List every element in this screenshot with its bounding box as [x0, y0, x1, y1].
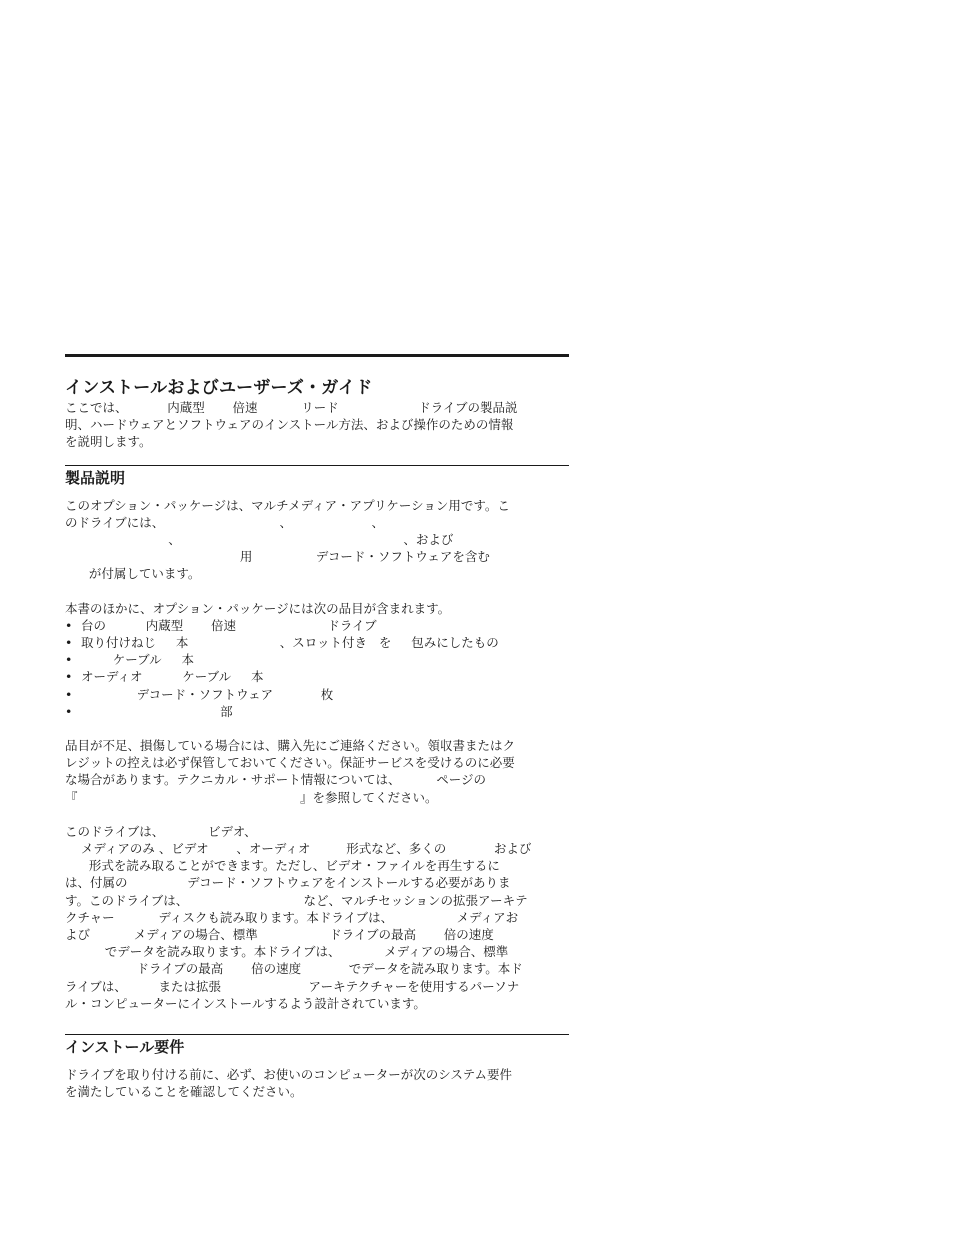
top-rule [65, 354, 569, 357]
list-item: • ケーブル 本 [65, 651, 569, 668]
list-item: • 台の 内蔵型 倍速 ドライブ [65, 617, 569, 634]
list-item: • 取り付けねじ 本 、スロット付き を 包みにしたもの [65, 634, 569, 651]
paragraph-gap [65, 806, 569, 823]
section-rule [65, 1034, 569, 1035]
list-item: • オーディオ ケーブル 本 [65, 668, 569, 685]
list-item: • 部 [65, 703, 569, 720]
package-contents-intro: 本書のほかに、オプション・パッケージには次の品目が含まれます。 [65, 600, 451, 616]
paragraph-gap [65, 720, 569, 737]
section-installation-requirements [65, 1034, 569, 1100]
page-title: インストールおよびユーザーズ・ガイド [65, 378, 373, 398]
drive-capabilities-paragraph: このドライブは、 ビデオ、 メディアのみ 、ビデオ 、オーディオ 形式など、多くの および 形式を読み取ることができます。ただし、ビデオ・ファイルを再生するに は、付属の デコード・ソフトウェアをインストールする必要がありま す。このドライブは、 など、マルチセッションの拡張アーキテ クチャー ディスクも読み取ります。本ドライブは、 メディアお よび メディアの場合、標準 ドライブの最高 倍の速度 でデータを読み取ります。本ドライブは、 メディアの場合、標準 ドライブの最高 倍の速度 でデータを読み取ります。本ド ライブは、 または拡張 アーキテクチャーを使用するパーソナ ル・コンピューターにインストールするよう設計されています。 [65, 823, 532, 1011]
intro-paragraph: ここでは、 内蔵型 倍速 リード ドライブの製品説 明、ハードウェアとソフトウェアのインストール方法、および操作のための情報 を説明します。 [65, 400, 518, 450]
section-heading-installation-requirements: インストール要件 [65, 1038, 185, 1057]
section-product-description [65, 465, 569, 1012]
section-heading-product-description: 製品説明 [65, 468, 126, 487]
installation-requirements-paragraph: ドライブを取り付ける前に、必ず、お使いのコンピューターが次のシステム要件 を満たしていることを確認してください。 [65, 1067, 513, 1100]
list-item: • デコード・ソフトウェア 枚 [65, 686, 569, 703]
product-description-paragraph: このオプション・パッケージは、マルチメディア・アプリケーション用です。こ のドライブには、 、 、 、 、および 用 デコード・ソフトウェアを含む が付属しています。 [65, 497, 510, 582]
section-rule [65, 465, 569, 466]
package-contents-list [65, 617, 569, 720]
document-page [65, 354, 569, 1101]
missing-items-paragraph: 品目が不足、損傷している場合には、購入先にご連絡ください。領収書またはク レジットの控えは必ず保管しておいてください。保証サービスを受けるのに必要 な場合があります。テクニカル・サポート情報については、 ページの 『 』を参照してください。 [65, 738, 516, 805]
paragraph-gap [65, 583, 569, 600]
